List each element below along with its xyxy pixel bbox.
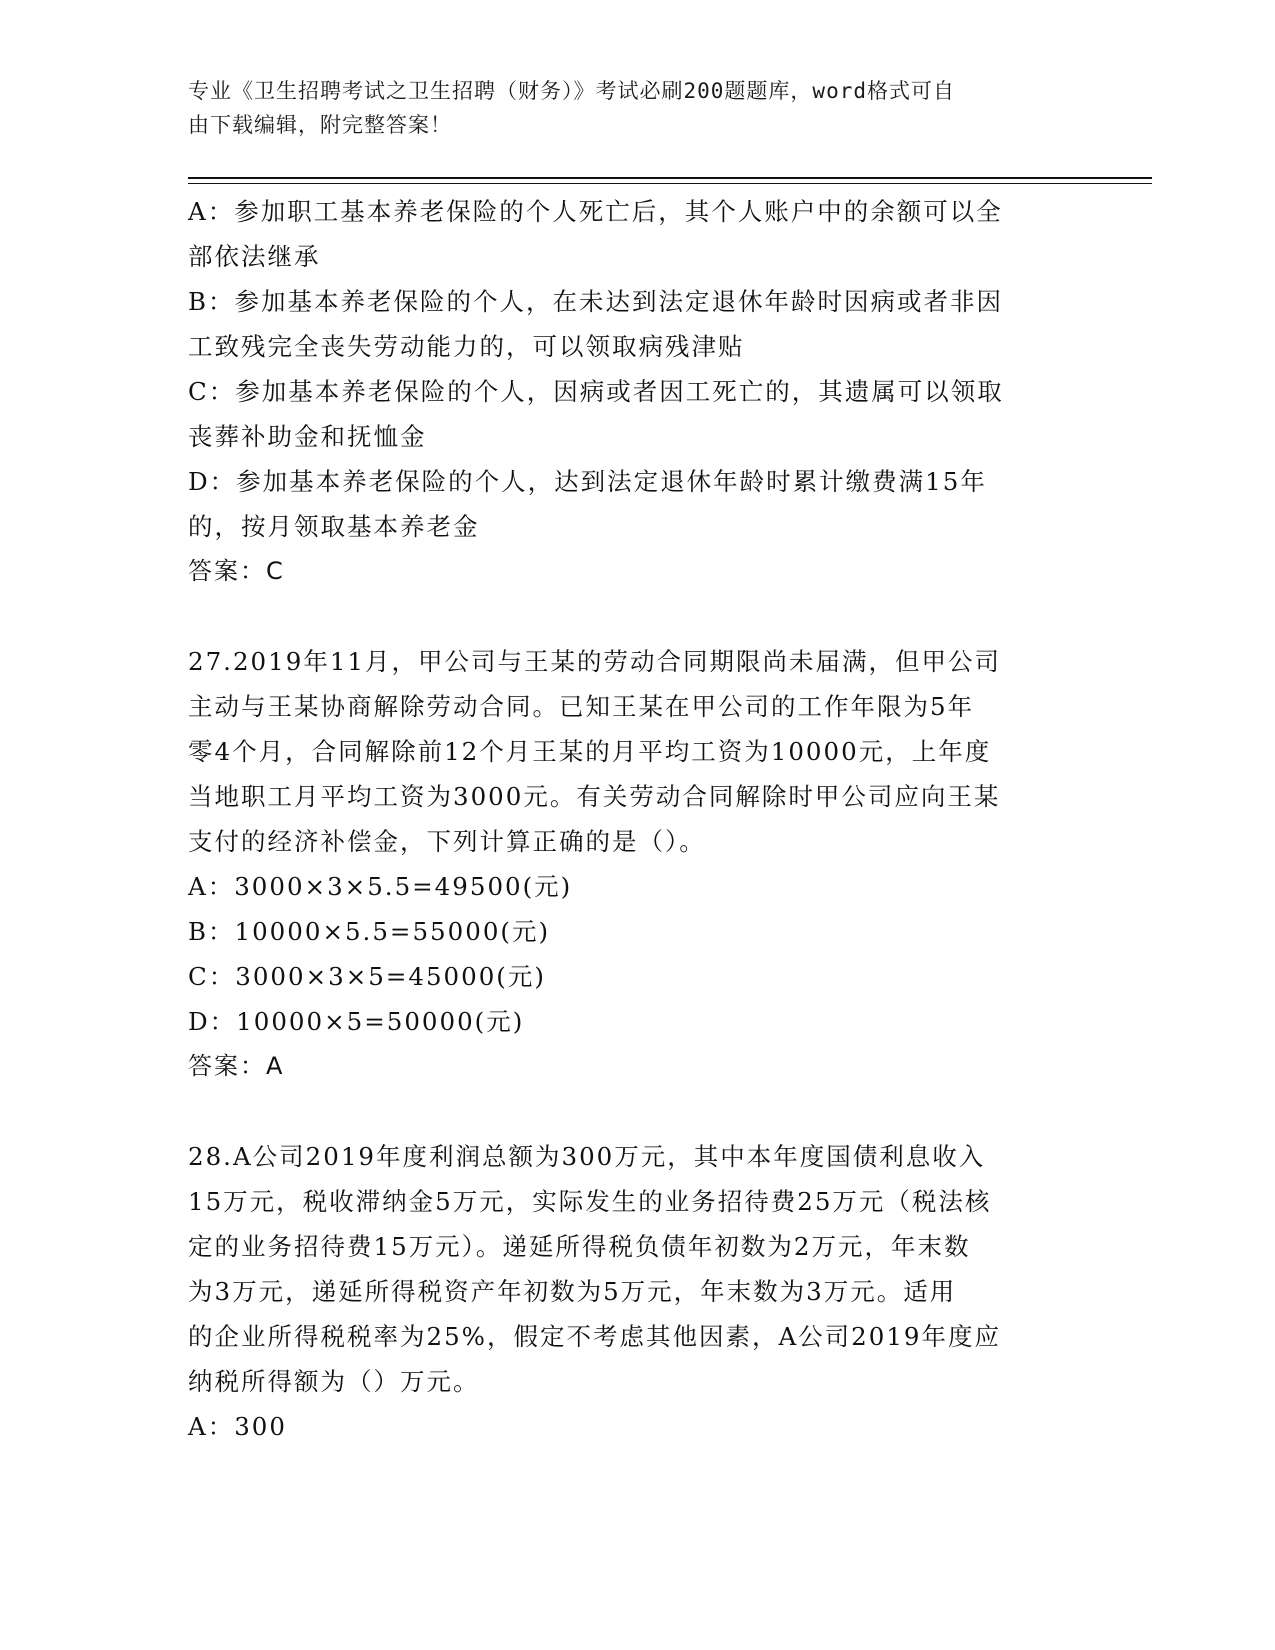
q27-option-a: A：3000×3×5.5=49500(元) xyxy=(188,872,573,901)
q26-option-d-line-1: D：参加基本养老保险的个人，达到法定退休年龄时累计缴费满15年 xyxy=(188,467,987,496)
q27-stem-line-1: 27.2019年11月，甲公司与王某的劳动合同期限尚未届满，但甲公司 xyxy=(188,647,1001,676)
q28-stem-line-3: 定的业务招待费15万元）。递延所得税负债年初数为2万元，年末数 xyxy=(188,1232,971,1261)
q27-stem-line-4: 当地职工月平均工资为3000元。有关劳动合同解除时甲公司应向王某 xyxy=(188,782,1001,811)
question-27 xyxy=(188,639,1088,1089)
q26-option-c-line-1: C：参加基本养老保险的个人，因病或者因工死亡的，其遗属可以领取 xyxy=(188,377,1004,406)
question-28 xyxy=(188,1134,1088,1449)
header-title-line-1: 专业《卫生招聘考试之卫生招聘（财务）》考试必刷200题题库，word格式可自 xyxy=(188,79,955,103)
q28-stem-line-5: 的企业所得税税率为25%，假定不考虑其他因素，A公司2019年度应 xyxy=(188,1322,1001,1351)
spacer xyxy=(188,594,1088,639)
header-divider-thin xyxy=(188,183,1152,184)
q26-option-b-line-2: 工致残完全丧失劳动能力的，可以领取病残津贴 xyxy=(188,332,745,361)
q28-stem-line-6: 纳税所得额为（）万元。 xyxy=(188,1367,480,1396)
q26-option-a-line-1: A：参加职工基本养老保险的个人死亡后，其个人账户中的余额可以全 xyxy=(188,197,1003,226)
q27-answer: 答案：A xyxy=(188,1052,285,1080)
q27-stem-line-5: 支付的经济补偿金，下列计算正确的是（）。 xyxy=(188,827,706,856)
q27-option-c: C：3000×3×5=45000(元) xyxy=(188,962,546,991)
q28-stem-line-4: 为3万元，递延所得税资产年初数为5万元，年末数为3万元。适用 xyxy=(188,1277,957,1306)
q28-stem-line-1: 28.A公司2019年度利润总额为300万元，其中本年度国债利息收入 xyxy=(188,1142,986,1171)
q28-stem-line-2: 15万元，税收滞纳金5万元，实际发生的业务招待费25万元（税法核 xyxy=(188,1187,992,1216)
q27-option-d: D：10000×5=50000(元) xyxy=(188,1007,525,1036)
header-divider-thick xyxy=(188,177,1152,179)
document-body xyxy=(188,189,1088,1449)
document-header xyxy=(188,74,1068,142)
header-title-line-2: 由下载编辑，附完整答案！ xyxy=(188,113,452,137)
q26-option-b-line-1: B：参加基本养老保险的个人，在未达到法定退休年龄时因病或者非因 xyxy=(188,287,1004,316)
q26-option-a-line-2: 部依法继承 xyxy=(188,242,321,271)
q26-option-c-line-2: 丧葬补助金和抚恤金 xyxy=(188,422,427,451)
q27-stem-line-3: 零4个月，合同解除前12个月王某的月平均工资为10000元，上年度 xyxy=(188,737,992,766)
q28-option-a: A：300 xyxy=(188,1412,287,1441)
q26-answer: 答案：C xyxy=(188,557,285,585)
q27-option-b: B：10000×5.5=55000(元) xyxy=(188,917,551,946)
spacer xyxy=(188,1089,1088,1134)
q27-stem-line-2: 主动与王某协商解除劳动合同。已知王某在甲公司的工作年限为5年 xyxy=(188,692,975,721)
question-26-options xyxy=(188,189,1088,594)
q26-option-d-line-2: 的，按月领取基本养老金 xyxy=(188,512,480,541)
